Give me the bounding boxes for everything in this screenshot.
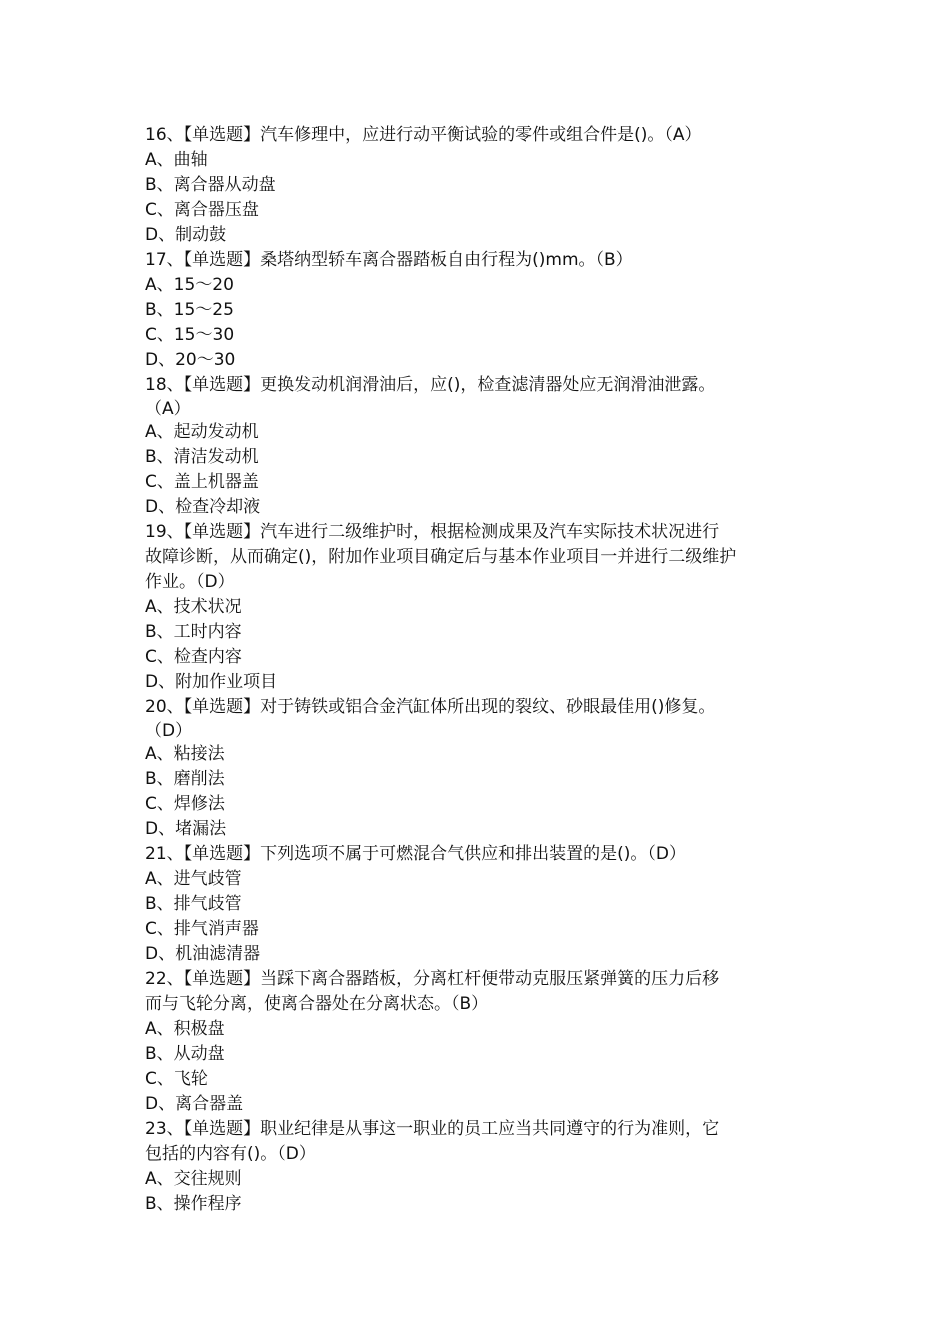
question-text: 16、【单选题】汽车修理中，应进行动平衡试验的零件或组合件是()。（A） [145,125,702,145]
option-d: D、检查冷却液 [145,497,261,517]
option-b: B、清洁发动机 [145,447,259,467]
question-16 [145,123,815,248]
question-text-continued: 作业。（D） [145,572,235,592]
question-text-continued: 包括的内容有()。（D） [145,1144,316,1164]
option-a: A、交往规则 [145,1169,242,1189]
option-d: D、制动鼓 [145,225,227,245]
option-b: B、操作程序 [145,1194,242,1214]
option-a: A、进气歧管 [145,869,242,889]
option-a: A、起动发动机 [145,422,259,442]
option-c: C、离合器压盘 [145,200,259,220]
option-c: C、盖上机器盖 [145,472,259,492]
option-d: D、20～30 [145,350,236,370]
question-text-continued: 而与飞轮分离，使离合器处在分离状态。（B） [145,994,489,1014]
question-text-continued: （A） [145,399,191,419]
option-a: A、积极盘 [145,1019,225,1039]
option-d: D、离合器盖 [145,1094,244,1114]
option-c: C、飞轮 [145,1069,208,1089]
option-c: C、焊修法 [145,794,225,814]
option-b: B、离合器从动盘 [145,175,276,195]
option-d: D、堵漏法 [145,819,227,839]
option-c: C、检查内容 [145,647,242,667]
question-22 [145,967,815,1117]
option-c: C、15～30 [145,325,235,345]
option-d: D、附加作业项目 [145,672,278,692]
option-b: B、磨削法 [145,769,225,789]
document-page [145,123,815,1217]
question-text: 23、【单选题】职业纪律是从事这一职业的员工应当共同遵守的行为准则，它 [145,1119,720,1139]
option-b: B、工时内容 [145,622,242,642]
option-c: C、排气消声器 [145,919,259,939]
option-a: A、曲轴 [145,150,208,170]
question-text: 17、【单选题】桑塔纳型轿车离合器踏板自由行程为()mm。（B） [145,250,633,270]
question-text: 19、【单选题】汽车进行二级维护时，根据检测成果及汽车实际技术状况进行 [145,522,720,542]
question-19 [145,520,815,695]
option-b: B、15～25 [145,300,234,320]
question-text: 21、【单选题】下列选项不属于可燃混合气供应和排出装置的是()。（D） [145,844,686,864]
option-b: B、从动盘 [145,1044,225,1064]
question-20 [145,695,815,842]
question-text-continued: （D） [145,721,193,741]
option-a: A、15～20 [145,275,234,295]
question-text: 18、【单选题】更换发动机润滑油后，应()，检查滤清器处应无润滑油泄露。 [145,375,716,395]
question-text-continued: 故障诊断，从而确定()，附加作业项目确定后与基本作业项目一并进行二级维护 [145,547,737,567]
option-a: A、粘接法 [145,744,225,764]
option-d: D、机油滤清器 [145,944,261,964]
question-text: 22、【单选题】当踩下离合器踏板，分离杠杆便带动克服压紧弹簧的压力后移 [145,969,720,989]
question-21 [145,842,815,967]
question-17 [145,248,815,373]
question-23 [145,1117,815,1217]
question-18 [145,373,815,520]
question-text: 20、【单选题】对于铸铁或铝合金汽缸体所出现的裂纹、砂眼最佳用()修复。 [145,697,716,717]
option-a: A、技术状况 [145,597,242,617]
option-b: B、排气歧管 [145,894,242,914]
